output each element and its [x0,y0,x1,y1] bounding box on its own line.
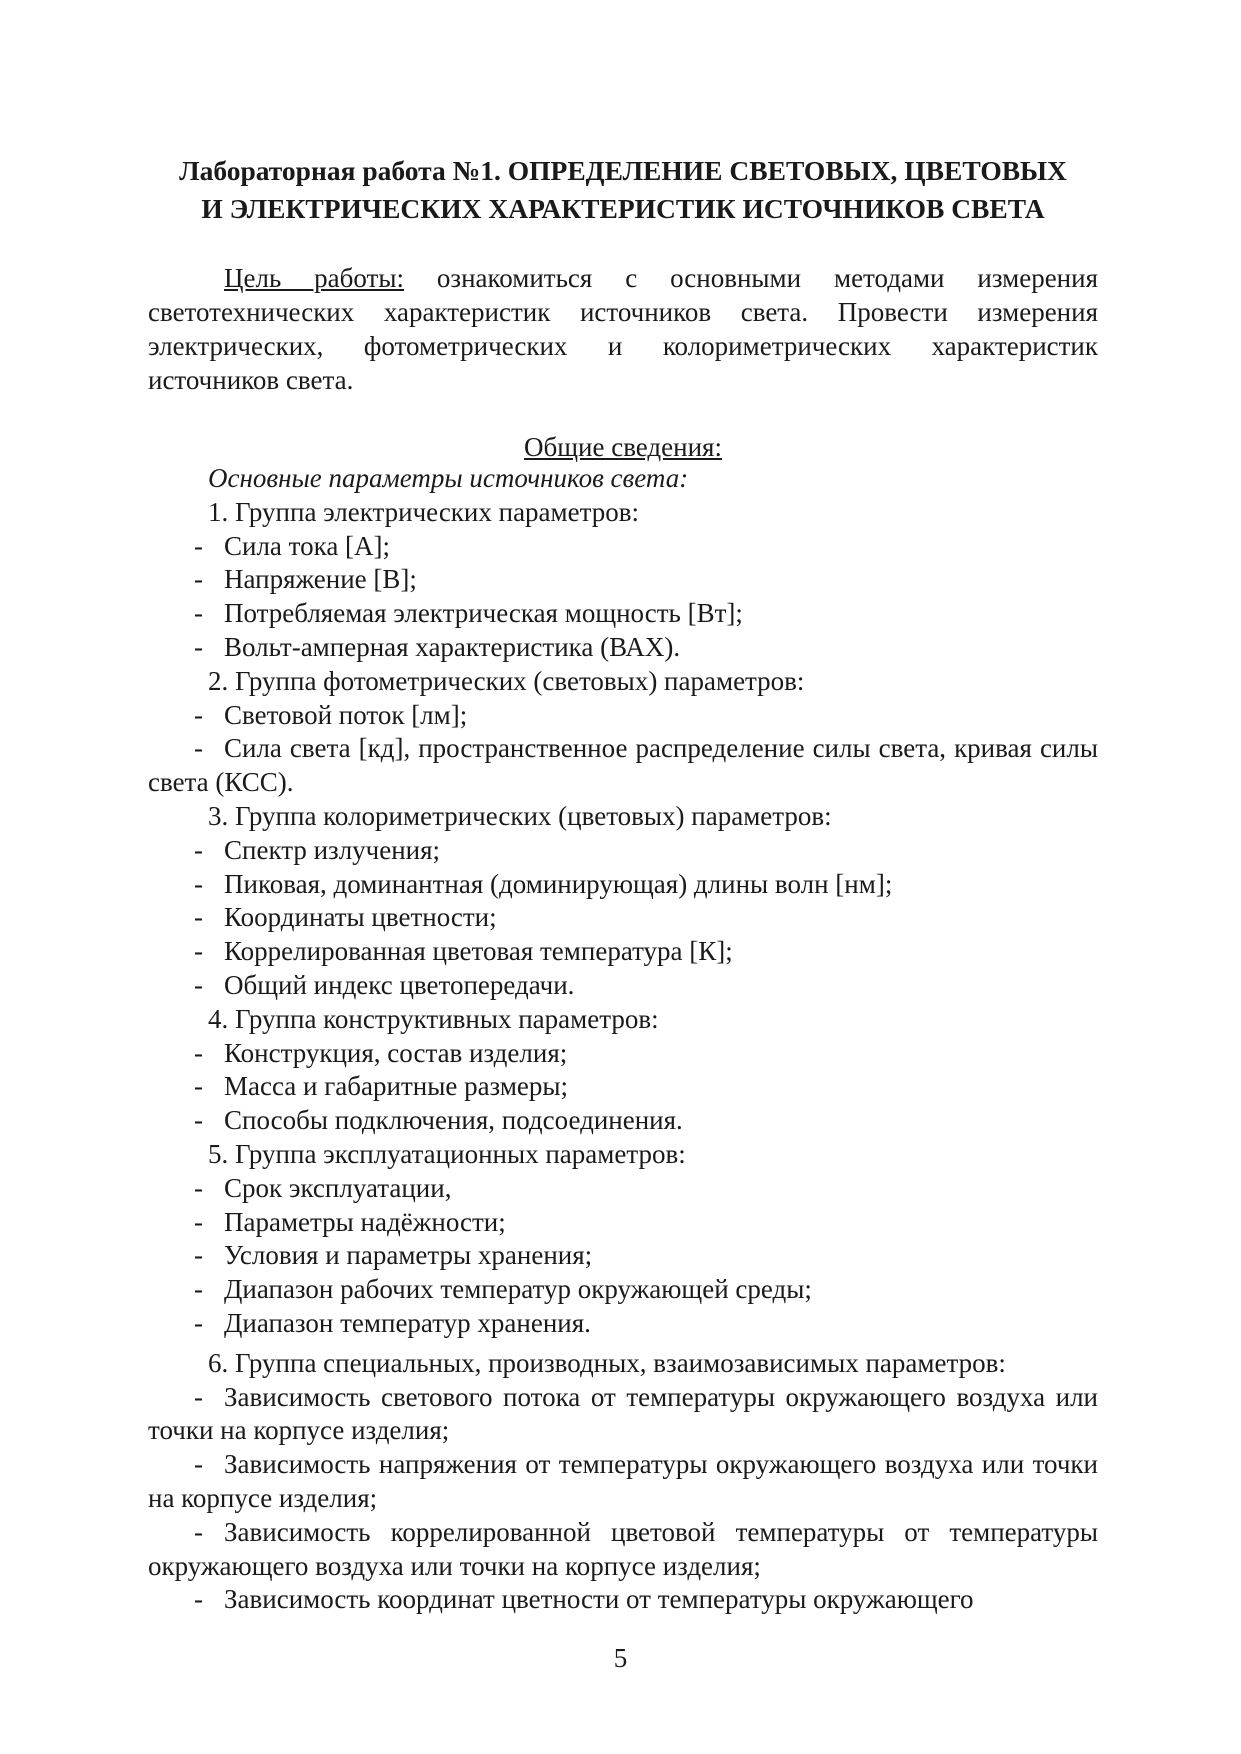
list-item-text: Зависимость координат цветности от температуры окружающего [224,1584,974,1615]
group-title: 3. Группа колориметрических (цветовых) параметров: [208,800,832,831]
section-heading [148,430,1098,464]
list-item [148,1381,1098,1449]
list-item-text: Напряжение [В]; [224,564,417,595]
dash: - [194,564,203,595]
group-title: 4. Группа конструктивных параметров: [208,1003,659,1034]
dash: - [194,1449,203,1480]
list-item-text: Диапазон рабочих температур окружающей среды; [224,1274,812,1305]
dash: - [194,969,203,1000]
page-title [148,152,1098,228]
list-item-text: Диапазон температур хранения. [224,1307,591,1338]
goal-text: ознакомиться с основными методами измерения светотехнических характеристик источников света. Провести измерения электрических, фотометрических и колориметрических характеристик источников света. [148,263,1098,395]
list-item-text: Срок эксплуатации, [224,1172,452,1203]
list-item [148,1583,1098,1617]
title-line-2: И ЭЛЕКТРИЧЕСКИХ ХАРАКТЕРИСТИК ИСТОЧНИКОВ СВЕТА [201,193,1045,224]
list-item-text: Световой поток [лм]; [224,699,468,730]
list-item [148,597,1098,631]
list-item [148,1239,1098,1273]
dash: - [194,733,203,764]
dash: - [194,530,203,561]
dash: - [194,1206,203,1237]
list-item [148,1172,1098,1206]
list-item-text: Вольт-амперная характеристика (ВАХ). [224,631,681,662]
list-item-text: Условия и параметры хранения; [224,1240,593,1271]
list-item [148,935,1098,969]
list-item [148,901,1098,935]
page-number: 5 [613,1643,628,1673]
list-item-text: Зависимость коррелированной цветовой температуры от температуры окружающего воздуха или точки на корпусе изделия; [148,1516,1098,1581]
list-item [148,530,1098,564]
dash: - [194,631,203,662]
list-item [148,1070,1098,1104]
list-item [148,1516,1098,1584]
dash: - [194,1307,203,1338]
goal-label: Цель работы: [224,263,404,293]
dash: - [194,834,203,865]
dash: - [194,1071,203,1102]
list-item [148,732,1098,800]
group-title: 1. Группа электрических параметров: [208,496,639,527]
parameters-list [148,462,1098,1617]
dash: - [194,1381,203,1412]
list-item-text: Спектр излучения; [224,834,441,865]
list-item-text: Зависимость светового потока от температуры окружающего воздуха или точки на корпусе изделия; [148,1381,1098,1446]
dash: - [194,1516,203,1547]
list-item-text: Зависимость напряжения от температуры окружающего воздуха или точки на корпусе изделия; [148,1449,1098,1513]
list-item-text: Масса и габаритные размеры; [224,1071,569,1102]
list-item [148,699,1098,733]
list-item-text: Пиковая, доминантная (доминирующая) длины волн [нм]; [224,868,893,899]
list-item [148,1273,1098,1307]
group-title: 5. Группа эксплуатационных параметров: [208,1138,686,1169]
list-item [148,1037,1098,1071]
dash: - [194,936,203,967]
list-item-text: Координаты цветности; [224,902,497,933]
list-item [148,868,1098,902]
list-item-text: Сила света [кд], пространственное распределение силы света, кривая силы света (КСС). [148,733,1098,798]
goal-paragraph [148,261,1098,397]
group-title: 2. Группа фотометрических (световых) параметров: [208,665,805,696]
parameters-subheading: Основные параметры источников света: [208,463,689,493]
list-item-text: Потребляемая электрическая мощность [Вт]; [224,598,743,629]
dash: - [194,598,203,629]
list-item-text: Коррелированная цветовая температура [К]; [224,936,733,967]
list-item-text: Способы подключения, подсоединения. [224,1105,683,1136]
list-item [148,631,1098,665]
title-line-1: Лабораторная работа №1. ОПРЕДЕЛЕНИЕ СВЕТОВЫХ, ЦВЕТОВЫХ [179,155,1067,186]
dash: - [194,1037,203,1068]
list-item [148,563,1098,597]
list-item-text: Сила тока [А]; [224,530,391,561]
dash: - [194,1240,203,1271]
list-item-text: Параметры надёжности; [224,1206,506,1237]
dash: - [194,1584,203,1615]
list-item [148,1206,1098,1240]
list-item-text: Общий индекс цветопередачи. [224,969,575,1000]
dash: - [194,1274,203,1305]
dash: - [194,699,203,730]
group-title: 6. Группа специальных, производных, взаимозависимых параметров: [208,1347,1006,1378]
dash: - [194,902,203,933]
dash: - [194,868,203,899]
list-item-text: Конструкция, состав изделия; [224,1037,568,1068]
list-item [148,1448,1098,1516]
dash: - [194,1105,203,1136]
dash: - [194,1172,203,1203]
list-item [148,834,1098,868]
list-item [148,1104,1098,1138]
list-item [148,969,1098,1003]
general-heading: Общие сведения: [524,432,722,462]
list-item [148,1307,1098,1341]
